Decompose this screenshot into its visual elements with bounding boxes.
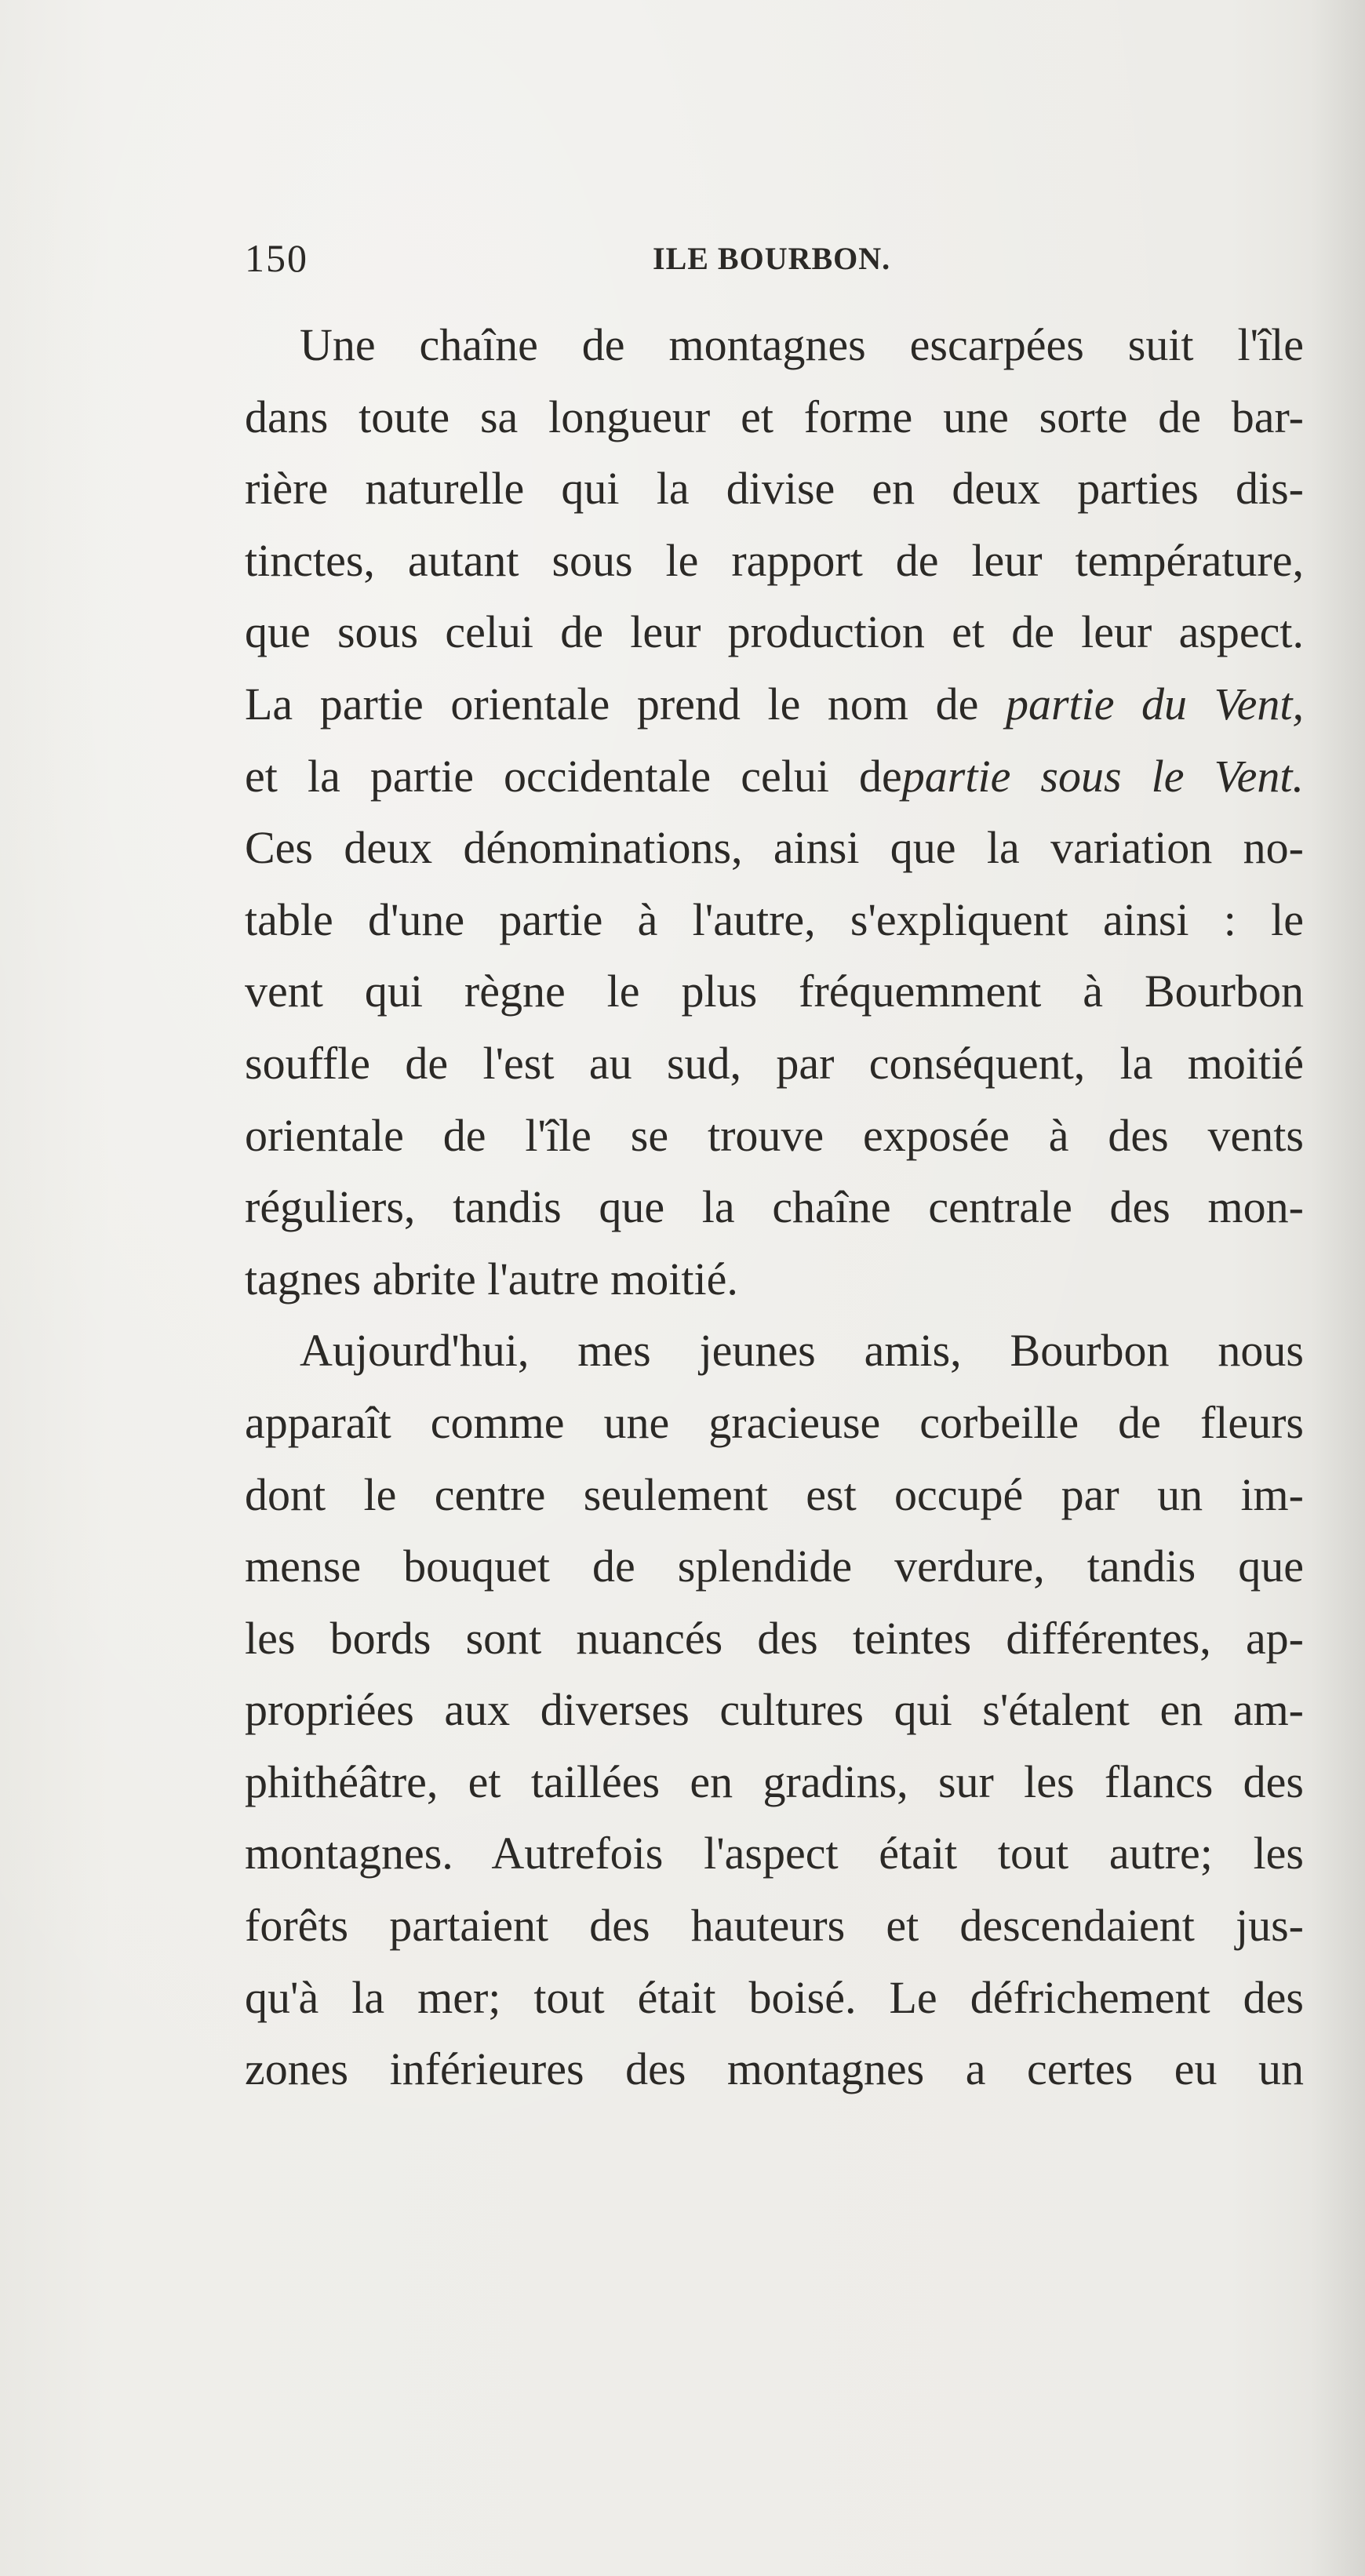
- text-line-with-italic: [245, 668, 1304, 740]
- text-line: Aujourd'hui, mes jeunes amis, Bourbon nous: [300, 1325, 1304, 1377]
- text-line: rière naturelle qui la divise en deux parties dis-: [245, 463, 1304, 515]
- text-line: mense bouquet de splendide verdure, tandis que: [245, 1541, 1304, 1592]
- text-line: que sous celui de leur production et de leur aspect.: [245, 606, 1304, 658]
- page-number: 150: [245, 236, 308, 280]
- text-segment: et la partie occidentale celui de: [245, 750, 902, 802]
- text-line: dont le centre seulement est occupé par un im-: [245, 1468, 1304, 1520]
- italic-term-partie-du-vent: partie du Vent,: [1005, 678, 1304, 730]
- text-line: tagnes abrite l'autre moitié.: [245, 1253, 738, 1304]
- text-line: Une chaîne de montagnes escarpées suit l'île: [300, 319, 1304, 370]
- text-line: tinctes, autant sous le rapport de leur température,: [245, 534, 1304, 586]
- text-line: dans toute sa longueur et forme une sorte de bar-: [245, 391, 1304, 442]
- running-head: ILE BOURBON.: [653, 241, 891, 276]
- text-line: montagnes. Autrefois l'aspect était tout autre; les: [245, 1828, 1304, 1879]
- text-line: zones inférieures des montagnes a certes eu un: [245, 2043, 1304, 2095]
- text-line-with-italic: [245, 740, 1304, 813]
- text-line: les bords sont nuancés des teintes différentes, ap-: [245, 1612, 1304, 1664]
- text-line: apparaît comme une gracieuse corbeille de fleurs: [245, 1396, 1304, 1448]
- text-segment: La partie orientale prend le nom de: [245, 678, 979, 730]
- text-line: table d'une partie à l'autre, s'expliquent ainsi : le: [245, 893, 1304, 945]
- text-line: réguliers, tandis que la chaîne centrale des mon-: [245, 1181, 1304, 1233]
- text-line: propriées aux diverses cultures qui s'étalent en am-: [245, 1684, 1304, 1736]
- page-header: [245, 235, 1304, 290]
- text-line: vent qui règne le plus fréquemment à Bourbon: [245, 966, 1304, 1017]
- text-line: souffle de l'est au sud, par conséquent, la moitié: [245, 1037, 1304, 1089]
- page-edge-shadow: [1310, 0, 1365, 2576]
- text-line: phithéâtre, et taillées en gradins, sur les flancs des: [245, 1756, 1304, 1807]
- text-line: Ces deux dénominations, ainsi que la variation no-: [245, 822, 1304, 874]
- text-line: orientale de l'île se trouve exposée à des vents: [245, 1109, 1304, 1161]
- text-line: qu'à la mer; tout était boisé. Le défrichement des: [245, 1971, 1304, 2023]
- body-text: [245, 309, 1304, 2105]
- italic-term-partie-sous-le-vent: partie sous le Vent.: [901, 750, 1304, 802]
- text-line: forêts partaient des hauteurs et descendaient jus-: [245, 1900, 1304, 1952]
